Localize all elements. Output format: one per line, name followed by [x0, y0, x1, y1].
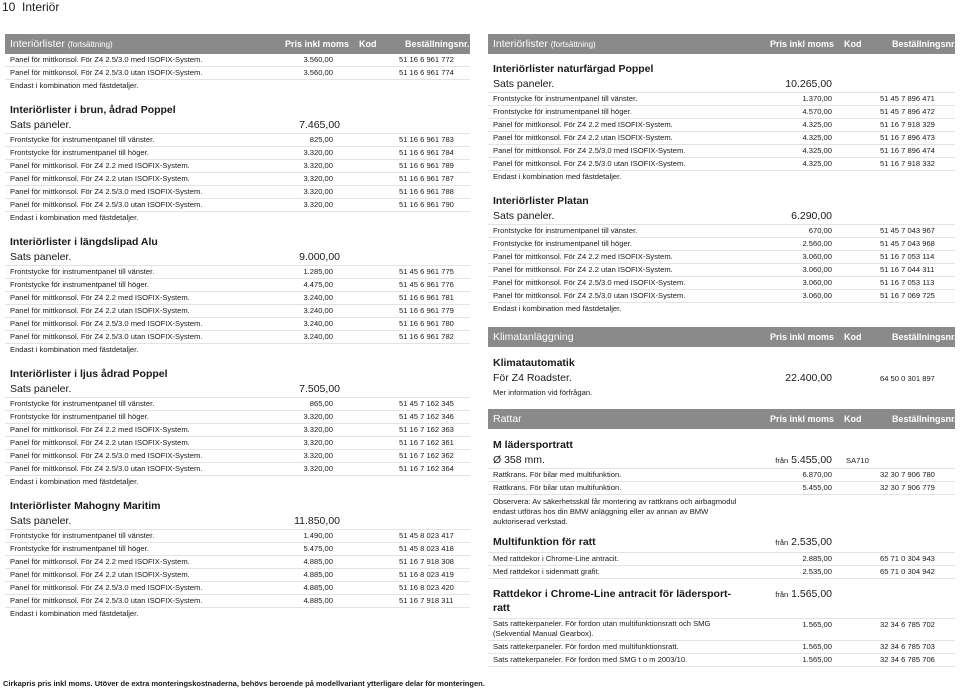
row-price: 4.325,00 [802, 133, 832, 142]
table-row [488, 119, 955, 132]
row-description: Endast i kombination med fästdetaljer. [10, 81, 139, 90]
sub-price: 6.290,00 [791, 210, 832, 222]
section-sub [488, 452, 955, 469]
table-row [5, 199, 470, 212]
section-title: M lädersportratt [493, 439, 573, 451]
row-order-number: 51 16 7 044 311 [880, 265, 935, 274]
table-row [5, 331, 470, 344]
row-order-number: 51 45 7 043 967 [880, 226, 935, 235]
section-title: Multifunktion för ratt från 2.535,00 [493, 536, 832, 548]
row-price: 670,00 [808, 226, 832, 235]
table-row [488, 290, 955, 303]
row-description: Endast i kombination med fästdetaljer. [10, 345, 139, 354]
row-order-number: 51 16 7 918 332 [880, 159, 935, 168]
sub-label: Sats paneler. [493, 210, 555, 222]
table-row [5, 186, 470, 199]
row-order-number: 51 45 7 162 346 [399, 412, 454, 421]
row-order-number: 32 34 6 785 703 [880, 642, 935, 651]
row-order-number: 32 30 7 906 780 [880, 470, 935, 479]
row-description: Frontstycke för instrumentpanel till höger. [493, 239, 632, 248]
bar-title: Rattar [493, 413, 522, 425]
ratt2-rows [488, 553, 955, 579]
row-price: 4.325,00 [802, 120, 832, 129]
row-description: Sats rattekerpaneler. För fordon med multifunktionsratt. [493, 642, 679, 651]
row-price: 825,00 [309, 135, 333, 144]
bar-title: Klimatanläggning [493, 331, 574, 343]
note-row [488, 303, 955, 316]
section-bar-rattar [488, 409, 955, 429]
row-order-number: 51 16 7 069 725 [880, 291, 935, 300]
row-price: 3.320,00 [303, 425, 333, 434]
footer-note: Cirkapris pris inkl moms. Utöver de extra monteringskostnaderna, behövs beroende på modellvariant ytterligare delar för monteringen. [3, 679, 485, 688]
row-description: Panel för mittkonsol. För Z4 2.2 utan ISOFIX-System. [493, 265, 673, 274]
row-description: Panel för mittkonsol. För Z4 2.5/3.0 med ISOFIX-System. [10, 187, 203, 196]
row-description: Panel för mittkonsol. För Z4 2.2 utan ISOFIX-System. [10, 306, 190, 315]
note-row [5, 608, 470, 621]
sub-price: 22.400,00 [785, 372, 832, 384]
row-price: 4.885,00 [303, 570, 333, 579]
row-description: Frontstycke för instrumentpanel till höger. [10, 412, 149, 421]
bar-subtitle: (fortsättning) [550, 40, 596, 49]
row-price: 4.325,00 [802, 146, 832, 155]
row-price: 4.885,00 [303, 557, 333, 566]
col-header-code: Kod [844, 39, 862, 49]
row-price: 2.560,00 [802, 239, 832, 248]
section-title: Interiörlister i ljus ådrad Poppel [10, 368, 168, 380]
row-price: 3.240,00 [303, 332, 333, 341]
table-row [488, 132, 955, 145]
row-description: Panel för mittkonsol. För Z4 2.2 med ISOFIX-System. [493, 120, 673, 129]
row-description: Endast i kombination med fästdetaljer. [493, 304, 622, 313]
row-description: Panel för mittkonsol. För Z4 2.5/3.0 med ISOFIX-System. [10, 451, 203, 460]
row-order-number: 65 71 0 304 943 [880, 554, 935, 563]
row-description: Endast i kombination med fästdetaljer. [10, 213, 139, 222]
row-price: 2.885,00 [802, 554, 832, 563]
row-description: Panel för mittkonsol. För Z4 2.5/3.0 utan ISOFIX-System. [493, 159, 686, 168]
col-header-order: Beställningsnr. [405, 39, 470, 49]
table-row [5, 147, 470, 160]
row-description: Panel för mittkonsol. För Z4 2.5/3.0 utan ISOFIX-System. [10, 200, 203, 209]
row-price: 4.475,00 [303, 280, 333, 289]
from-label: från [775, 590, 789, 599]
row-description: Frontstycke för instrumentpanel till höger. [10, 544, 149, 553]
row-price: 3.560,00 [303, 68, 333, 77]
section-title: Interiörlister Mahogny Maritim [10, 500, 161, 512]
table-row [488, 106, 955, 119]
row-price: 4.885,00 [303, 596, 333, 605]
table-row [5, 437, 470, 450]
row-description: Med rattdekor i Chrome-Line antracit. [493, 554, 619, 563]
left-sections [5, 103, 470, 621]
row-description: Panel för mittkonsol. För Z4 2.2 med ISOFIX-System. [10, 161, 190, 170]
left-column [5, 34, 470, 621]
note-row: Observera: Av säkerhetsskäl får montering av rattkrans och airbagmodul endast utföras hos din BMW anläggning eller av annan av BMW auktoriserad verkstad. [493, 497, 737, 526]
col-header-price: Pris inkl moms [285, 39, 350, 49]
section-bar-interiorlister-right [488, 34, 955, 54]
sub-label: För Z4 Roadster. [493, 372, 572, 384]
bar-subtitle: (fortsättning) [67, 40, 113, 49]
table-row [5, 398, 470, 411]
row-price: 2.535,00 [802, 567, 832, 576]
section-sub [5, 117, 470, 134]
row-order-number: 51 16 7 162 362 [399, 451, 454, 460]
row-description: Panel för mittkonsol. För Z4 2.2 utan ISOFIX-System. [10, 174, 190, 183]
row-description: Frontstycke för instrumentpanel till höger. [10, 280, 149, 289]
row-order-number: 51 16 6 961 784 [399, 148, 454, 157]
col-header-code: Kod [359, 39, 377, 49]
note-row [5, 80, 470, 93]
table-row [5, 67, 470, 80]
row-description: Rattkrans. För bilar utan multifunktion. [493, 483, 622, 492]
row-description: Panel för mittkonsol. För Z4 2.5/3.0 utan ISOFIX-System. [10, 68, 203, 77]
table-row [5, 556, 470, 569]
sub-price: 10.265,00 [785, 78, 832, 90]
row-order-number: 51 16 8 023 419 [399, 570, 454, 579]
table-row [5, 411, 470, 424]
row-description: Panel för mittkonsol. För Z4 2.2 med ISOFIX-System. [10, 293, 190, 302]
sub-price: 7.465,00 [299, 119, 340, 131]
section-sub [5, 381, 470, 398]
col-header-order: Beställningsnr. [892, 332, 957, 342]
section-title: Interiörlister i längdslipad Alu [10, 236, 158, 248]
row-description: Panel för mittkonsol. För Z4 2.5/3.0 med ISOFIX-System. [10, 55, 203, 64]
row-price: 3.240,00 [303, 319, 333, 328]
row-price: 3.060,00 [802, 291, 832, 300]
row-description: Panel för mittkonsol. För Z4 2.5/3.0 med ISOFIX-System. [493, 146, 686, 155]
row-price: 3.560,00 [303, 55, 333, 64]
row-description: Frontstycke för instrumentpanel till vänster. [493, 226, 638, 235]
row-price: 3.240,00 [303, 306, 333, 315]
row-order-number: 51 45 6 961 775 [399, 267, 454, 276]
section-title: Interiörlister Platan [493, 195, 589, 207]
row-price: 5.475,00 [303, 544, 333, 553]
section-bar-klimat [488, 327, 955, 347]
row-description: Panel för mittkonsol. För Z4 2.5/3.0 med ISOFIX-System. [10, 583, 203, 592]
row-description: Med rattdekor i sidenmatt grafit. [493, 567, 600, 576]
sub-price: 7.505,00 [299, 383, 340, 395]
section-bar-interiorlister [5, 34, 470, 54]
row-description: Panel för mittkonsol. För Z4 2.2 utan ISOFIX-System. [10, 570, 190, 579]
row-price: 1.565,00 [802, 642, 832, 651]
row-order-number: 51 16 7 053 114 [880, 252, 935, 261]
from-label: från [775, 456, 789, 465]
note-row: Mer information vid förfrågan. [493, 388, 593, 397]
row-order-number: 51 16 6 961 788 [399, 187, 454, 196]
page-number: 10 [2, 0, 16, 14]
table-row [488, 469, 955, 482]
section-sub [5, 513, 470, 530]
note-row [488, 171, 955, 184]
right-sections [488, 62, 955, 316]
sub-code: SA710 [846, 456, 869, 465]
col-header-order: Beställningsnr. [892, 39, 957, 49]
row-price: 4.570,00 [802, 107, 832, 116]
table-row [488, 251, 955, 264]
row-order-number: 51 45 7 896 472 [880, 107, 935, 116]
row-price: 3.060,00 [802, 278, 832, 287]
row-order-number: 51 16 6 961 774 [399, 68, 454, 77]
table-row [488, 641, 955, 654]
row-description: Panel för mittkonsol. För Z4 2.5/3.0 utan ISOFIX-System. [10, 464, 203, 473]
col-header-code: Kod [844, 414, 862, 424]
row-price: 1.490,00 [303, 531, 333, 540]
row-order-number: 65 71 0 304 942 [880, 567, 935, 576]
row-description: Panel för mittkonsol. För Z4 2.5/3.0 utan ISOFIX-System. [10, 596, 203, 605]
table-row [5, 305, 470, 318]
row-order-number: 51 16 7 053 113 [880, 278, 935, 287]
bar-title: Interiörlister [10, 38, 65, 50]
row-price: 1.285,00 [303, 267, 333, 276]
row-description: Endast i kombination med fästdetaljer. [10, 477, 139, 486]
row-description: Sats rattekerpaneler. För fordon med SMG t o m 2003/10. [493, 655, 688, 664]
table-row [5, 173, 470, 186]
sub-price: 5.455,00 [791, 454, 832, 466]
table-row [488, 566, 955, 579]
table-row [5, 543, 470, 556]
row-order-number: 51 16 7 896 473 [880, 133, 935, 142]
row-order-number: 51 45 7 162 345 [399, 399, 454, 408]
table-row [5, 54, 470, 67]
col-header-order: Beställningsnr. [892, 414, 957, 424]
note-row [5, 476, 470, 489]
table-row [488, 158, 955, 171]
row-description: Panel för mittkonsol. För Z4 2.2 utan ISOFIX-System. [10, 438, 190, 447]
col-header-price: Pris inkl moms [770, 39, 835, 49]
note-row [5, 344, 470, 357]
row-description: Panel för mittkonsol. För Z4 2.5/3.0 med ISOFIX-System. [10, 319, 203, 328]
row-order-number: 32 34 6 785 706 [880, 655, 935, 664]
ratt3-rows [488, 619, 955, 667]
row-price: 3.320,00 [303, 174, 333, 183]
row-price: 865,00 [309, 399, 333, 408]
row-description: Frontstycke för instrumentpanel till höger. [10, 148, 149, 157]
row-price: 4.325,00 [802, 159, 832, 168]
row-description: Frontstycke för instrumentpanel till höger. [493, 107, 632, 116]
table-row [488, 619, 955, 641]
section-title: Interiörlister i brun, ådrad Poppel [10, 104, 176, 116]
note-row [5, 212, 470, 225]
sub-label: Ø 358 mm. [493, 454, 545, 466]
table-row [488, 93, 955, 106]
row-price: 3.320,00 [303, 412, 333, 421]
row-order-number: 51 16 7 918 308 [399, 557, 454, 566]
row-description: Frontstycke för instrumentpanel till vänster. [10, 399, 155, 408]
table-row [488, 264, 955, 277]
row-description: Panel för mittkonsol. För Z4 2.2 utan ISOFIX-System. [493, 133, 673, 142]
left-top-rows [5, 54, 470, 93]
row-order-number: 51 16 7 918 311 [399, 596, 454, 605]
table-row [5, 292, 470, 305]
row-order-number: 51 45 7 043 968 [880, 239, 935, 248]
row-price: 3.060,00 [802, 265, 832, 274]
row-price: 3.320,00 [303, 451, 333, 460]
row-order-number: 51 45 6 961 776 [399, 280, 454, 289]
sub-price: 9.000,00 [299, 251, 340, 263]
ratt1-rows [488, 469, 955, 495]
page-title: Interiör [22, 0, 60, 14]
row-description: Panel för mittkonsol. För Z4 2.2 med ISOFIX-System. [10, 425, 190, 434]
sub-price: 11.850,00 [294, 515, 340, 527]
row-description: Frontstycke för instrumentpanel till vänster. [10, 135, 155, 144]
row-description: Panel för mittkonsol. För Z4 2.2 med ISOFIX-System. [493, 252, 673, 261]
table-row [488, 225, 955, 238]
row-price: 3.320,00 [303, 464, 333, 473]
row-price: 3.320,00 [303, 148, 333, 157]
row-order-number: 51 45 8 023 417 [399, 531, 454, 540]
row-description: Panel för mittkonsol. För Z4 2.5/3.0 utan ISOFIX-System. [10, 332, 203, 341]
sub-code: 64 50 0 301 897 [880, 374, 935, 383]
row-description: Endast i kombination med fästdetaljer. [10, 609, 139, 618]
table-row [5, 266, 470, 279]
sub-label: Sats paneler. [10, 383, 72, 395]
section-title: Rattdekor i Chrome-Line antracit för lädersport- ratt från 1.565,00 [493, 588, 832, 614]
table-row [488, 654, 955, 667]
section-sub [488, 208, 955, 225]
row-description: Panel för mittkonsol. För Z4 2.5/3.0 utan ISOFIX-System. [493, 291, 686, 300]
right-column [488, 34, 955, 667]
row-order-number: 32 30 7 906 779 [880, 483, 935, 492]
row-order-number: 51 45 8 023 418 [399, 544, 454, 553]
col-header-code: Kod [844, 332, 862, 342]
row-price: 3.320,00 [303, 161, 333, 170]
sub-label: Sats paneler. [493, 78, 555, 90]
row-order-number: 51 16 6 961 779 [399, 306, 454, 315]
row-order-number: 51 16 7 918 329 [880, 120, 935, 129]
row-order-number: 32 34 6 785 702 [880, 620, 935, 629]
table-row [488, 145, 955, 158]
sub-price: 1.565,00 [791, 588, 832, 600]
row-order-number: 51 45 7 896 471 [880, 94, 935, 103]
table-row [5, 134, 470, 147]
sub-label: Sats paneler. [10, 515, 72, 527]
row-order-number: 51 16 6 961 789 [399, 161, 454, 170]
sub-label: Sats paneler. [10, 251, 72, 263]
row-order-number: 51 16 6 961 783 [399, 135, 454, 144]
table-row [5, 595, 470, 608]
row-description: Frontstycke för instrumentpanel till vänster. [493, 94, 638, 103]
section-sub [488, 370, 955, 387]
row-description: Panel för mittkonsol. För Z4 2.5/3.0 med ISOFIX-System. [493, 278, 686, 287]
table-row [5, 530, 470, 543]
row-order-number: 51 16 7 162 364 [399, 464, 454, 473]
table-row [5, 582, 470, 595]
row-price: 3.060,00 [802, 252, 832, 261]
row-price: 5.455,00 [802, 483, 832, 492]
sub-price: 2.535,00 [791, 536, 832, 548]
row-order-number: 51 16 8 023 420 [399, 583, 454, 592]
row-price: 3.320,00 [303, 438, 333, 447]
sub-label: Sats paneler. [10, 119, 72, 131]
table-row [5, 160, 470, 173]
row-order-number: 51 16 6 961 772 [399, 55, 454, 64]
page-header [0, 0, 960, 16]
section-sub [488, 76, 955, 93]
table-row [5, 569, 470, 582]
table-row [488, 553, 955, 566]
section-title: Interiörlister naturfärgad Poppel [493, 63, 654, 75]
table-row [5, 318, 470, 331]
row-price: 4.885,00 [303, 583, 333, 592]
row-description: Panel för mittkonsol. För Z4 2.2 med ISOFIX-System. [10, 557, 190, 566]
row-order-number: 51 16 7 896 474 [880, 146, 935, 155]
row-description: Frontstycke för instrumentpanel till vänster. [10, 531, 155, 540]
row-price: 3.320,00 [303, 187, 333, 196]
row-description: Rattkrans. För bilar med multifunktion. [493, 470, 622, 479]
row-order-number: 51 16 6 961 781 [399, 293, 454, 302]
row-order-number: 51 16 6 961 787 [399, 174, 454, 183]
table-row [5, 279, 470, 292]
row-price: 1.565,00 [802, 655, 832, 664]
row-description: Sats rattekerpaneler. För fordon utan multifunktionsratt och SMG (Sekvential Manual Gearbox). [493, 619, 711, 638]
section-sub [5, 249, 470, 266]
table-row [488, 277, 955, 290]
from-label: från [775, 538, 789, 547]
row-price: 1.565,00 [802, 620, 832, 629]
table-row [488, 482, 955, 495]
row-order-number: 51 16 7 162 361 [399, 438, 454, 447]
table-row [5, 463, 470, 476]
row-order-number: 51 16 7 162 363 [399, 425, 454, 434]
bar-title: Interiörlister [493, 38, 548, 50]
table-row [5, 450, 470, 463]
row-order-number: 51 16 6 961 790 [399, 200, 454, 209]
row-price: 3.240,00 [303, 293, 333, 302]
row-price: 3.320,00 [303, 200, 333, 209]
col-header-price: Pris inkl moms [770, 414, 835, 424]
row-order-number: 51 16 6 961 782 [399, 332, 454, 341]
table-row [488, 238, 955, 251]
row-price: 1.370,00 [802, 94, 832, 103]
row-description: Frontstycke för instrumentpanel till vänster. [10, 267, 155, 276]
row-order-number: 51 16 6 961 780 [399, 319, 454, 328]
col-header-price: Pris inkl moms [770, 332, 835, 342]
table-row [5, 424, 470, 437]
section-title: Klimatautomatik [493, 357, 575, 369]
row-price: 6.870,00 [802, 470, 832, 479]
row-description: Endast i kombination med fästdetaljer. [493, 172, 622, 181]
